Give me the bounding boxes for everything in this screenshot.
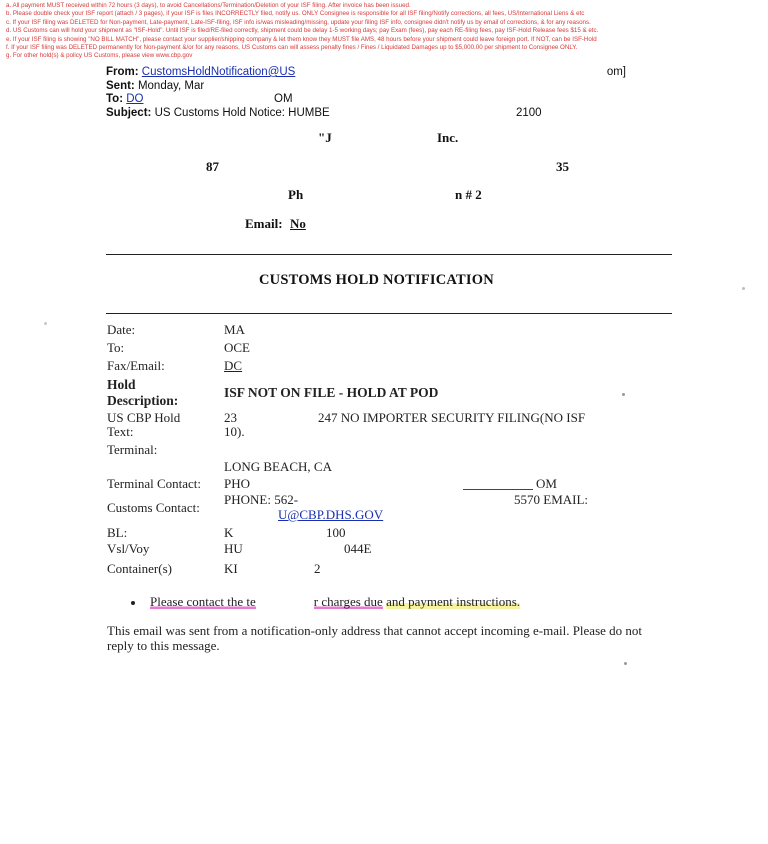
vsl-voy-tail: 044E bbox=[344, 541, 372, 556]
email-to-row bbox=[106, 93, 666, 107]
scan-speck bbox=[624, 662, 627, 665]
terminal-label: Terminal: bbox=[107, 442, 158, 457]
from-label: From: bbox=[106, 66, 139, 78]
scan-speck bbox=[44, 322, 47, 325]
note-g: g. For other hold(s) & policy US Customs, please view www.cbp.gov bbox=[6, 52, 193, 60]
terminal-contact-underline bbox=[463, 489, 533, 490]
email-sent-row bbox=[106, 80, 666, 94]
customs-contact-label: Customs Contact: bbox=[107, 500, 200, 515]
terminal-city: LONG BEACH, CA bbox=[224, 459, 332, 474]
note-c: c. If your ISF filing was DELETED for Non-payment, Late-payment, Late-ISF-filing, ISF info is/was misleading/missing, update your filing ISF info, consignee didn't notify us by email of corrections, & for any reasons. bbox=[6, 18, 591, 26]
title-divider bbox=[106, 313, 672, 314]
company-name-left: "J bbox=[318, 130, 332, 145]
subject-tail: 2100 bbox=[516, 106, 542, 119]
note-a: a. All payment MUST received within 72 hours (3 days), to avoid Cancellations/Termination/Deletion of your ISF filing. After invoice has been issued. bbox=[6, 2, 411, 9]
fax-email-link[interactable]: DC bbox=[224, 358, 243, 373]
company-address-left: 87 bbox=[206, 159, 219, 174]
bl-value: K bbox=[224, 525, 234, 540]
cbp-hold-text-line2: 10). bbox=[224, 424, 245, 439]
to-label: To: bbox=[106, 93, 124, 105]
fax-email-label: Fax/Email: bbox=[107, 358, 165, 373]
bullet-text-part2: r charges due bbox=[313, 594, 383, 609]
terminal-contact-label: Terminal Contact: bbox=[107, 476, 202, 491]
email-subject-row bbox=[106, 107, 666, 121]
company-phone-right: n # 2 bbox=[455, 187, 482, 202]
bullet-text-part3: and payment instructions. bbox=[386, 594, 521, 609]
company-block bbox=[0, 130, 768, 250]
subject-label: Subject: bbox=[106, 106, 152, 119]
isf-notes bbox=[6, 2, 758, 61]
bullet-text-part1: Please contact the te bbox=[150, 594, 256, 609]
bullet-instruction bbox=[150, 594, 520, 610]
cbp-hold-label-line2: Text: bbox=[107, 424, 134, 439]
email-header bbox=[106, 66, 666, 120]
cbp-hold-label-line1: US CBP Hold bbox=[107, 410, 181, 425]
notification-title: CUSTOMS HOLD NOTIFICATION bbox=[259, 272, 494, 288]
containers-label: Container(s) bbox=[107, 561, 172, 576]
company-email-link[interactable]: No bbox=[290, 216, 306, 231]
note-f: f. If your ISF filing was DELETED permanently for Non-payment &/or for any reasons, US Customs can will assess penalty fines / Fines / Liquidated Damages up to $5,000.00 per shipment to Consignee ONLY. bbox=[6, 44, 578, 52]
customs-contact-tail: 5570 EMAIL: bbox=[514, 492, 589, 507]
customs-contact-phone: PHONE: 562- bbox=[224, 492, 299, 507]
header-divider bbox=[106, 254, 672, 255]
to-field-value: OCE bbox=[224, 340, 250, 355]
vsl-voy-value: HU bbox=[224, 541, 243, 556]
containers-tail: 2 bbox=[314, 561, 321, 576]
note-e: e. If your ISF filing is showing "NO BILL MATCH", please contact your supplier/shipping company & let them know they MUST file AMS, 48 hours before your shipment could leave foreign port. If NOT, can be ISF-Hold bbox=[6, 35, 597, 43]
cbp-hold-text-line1: 247 NO IMPORTER SECURITY FILING(NO ISF bbox=[318, 410, 586, 425]
hold-description-value: ISF NOT ON FILE - HOLD AT POD bbox=[224, 385, 439, 400]
to-address-tail: OM bbox=[274, 93, 293, 105]
company-phone-left: Ph bbox=[288, 187, 304, 202]
from-address-link[interactable]: CustomsHoldNotification@US bbox=[141, 66, 296, 78]
cbp-hold-text-start: 23 bbox=[224, 410, 237, 425]
containers-value: KI bbox=[224, 561, 238, 576]
company-email-label: Email: bbox=[245, 216, 283, 231]
date-value: MA bbox=[224, 322, 245, 337]
note-d: d. US Customs can will hold your shipment as "ISF-Hold". Until ISF is filed/RE-filed correctly, shipment could be delay 1-5 working days; pay Exam (fees), pay each RE-filing fees, pay ISF-Hold Release fees $15 & etc. bbox=[6, 27, 599, 35]
to-field-label: To: bbox=[107, 340, 125, 355]
footer-notice: This email was sent from a notification-only address that cannot accept incoming e-mail. Please do not reply to this message. bbox=[107, 623, 643, 653]
subject-value: US Customs Hold Notice: HUMBE bbox=[154, 106, 330, 119]
scan-speck bbox=[622, 393, 625, 396]
terminal-contact-tail: OM bbox=[536, 476, 557, 491]
bl-tail: 100 bbox=[326, 525, 346, 540]
vsl-voy-label: Vsl/Voy bbox=[107, 541, 150, 556]
terminal-contact-value: PHO bbox=[224, 476, 251, 491]
note-b: b. Please double check your ISF report (attach / 3 pages), if your ISF is files INCORRECTLY filed, notify us. ONLY Consignee is responsible for all ISF filing/Notify corrections, all fees, US/International Liens & etc bbox=[6, 10, 585, 18]
sent-label: Sent: bbox=[106, 79, 135, 92]
from-address-tail: om] bbox=[606, 66, 626, 78]
hold-label-line2: Description: bbox=[107, 393, 179, 408]
company-address-right: 35 bbox=[556, 159, 569, 174]
bullet-dot bbox=[131, 601, 135, 605]
customs-contact-email-link[interactable]: U@CBP.DHS.GOV bbox=[278, 507, 384, 522]
bl-label: BL: bbox=[107, 525, 128, 540]
hold-label-line1: Hold bbox=[107, 377, 136, 392]
sent-value: Monday, Mar bbox=[137, 79, 205, 92]
to-address-link[interactable]: DO bbox=[126, 93, 144, 105]
date-label: Date: bbox=[107, 322, 136, 337]
email-from-row bbox=[106, 66, 666, 80]
scan-speck bbox=[742, 287, 745, 290]
company-name-right: Inc. bbox=[437, 130, 459, 145]
